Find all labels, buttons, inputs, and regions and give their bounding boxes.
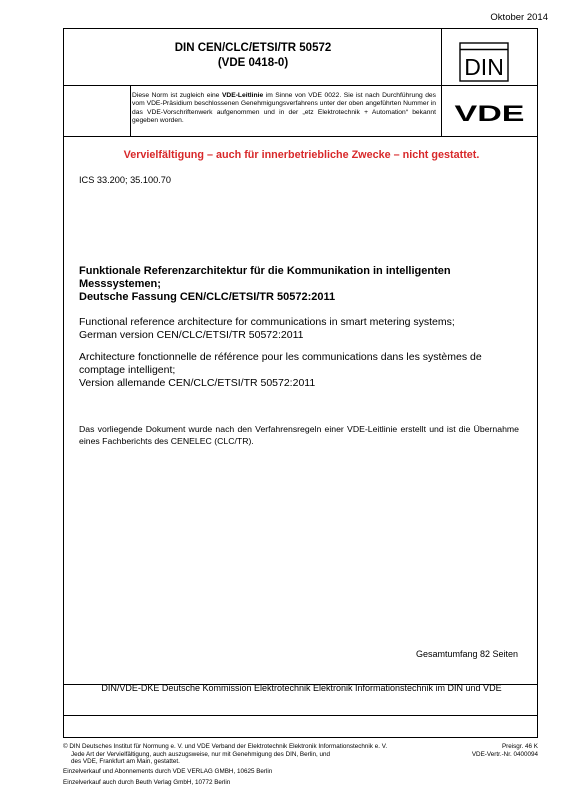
divider-line <box>441 29 442 136</box>
total-pages: Gesamtumfang 82 Seiten <box>415 649 518 659</box>
title-line: Functional reference architecture for communications in smart metering systems; <box>79 316 455 328</box>
french-title <box>79 351 529 390</box>
committee-line: DIN/VDE-DKE Deutsche Kommission Elektrotechnik Elektronik Informationstechnik im DIN und VDE <box>101 683 502 693</box>
note-text: Diese Norm ist zugleich eine <box>132 92 222 99</box>
divider-line <box>130 85 131 136</box>
title-line: Architecture fonctionnelle de référence pour les communications dans les systèmes de <box>79 351 482 363</box>
vde-guideline-note <box>132 92 436 126</box>
title-line: comptage intelligent; <box>79 364 176 376</box>
english-title <box>79 316 529 342</box>
din-logo-text: DIN <box>464 54 504 80</box>
price-group: Preisgr. 46 K <box>501 743 538 750</box>
order-number: VDE-Vertr.-Nr. 0400094 <box>471 750 538 758</box>
footer-line: des VDE, Frankfurt am Main, gestattet. <box>71 758 180 766</box>
vde-logo <box>452 103 527 123</box>
title-line: Messsystemen; <box>79 278 161 290</box>
title-line: Deutsche Fassung CEN/CLC/ETSI/TR 50572:2011 <box>79 291 336 303</box>
german-title <box>79 265 529 304</box>
sales-info: Einzelverkauf und Abonnements durch VDE VERLAG GMBH, 10625 Berlin <box>63 768 273 775</box>
din-logo <box>459 42 509 82</box>
footer-line: © DIN Deutsches Institut für Normung e. V. und VDE Verband der Elektrotechnik Elektronik Informationstechnik e. V. <box>63 743 388 750</box>
price-info <box>472 743 538 758</box>
note-text: im Sinne von VDE 0022. Sie ist nach Durchführung des vom VDE-Präsidium beschlossenen Genehmigungsverfahrens unter der oben angeführten Nummer in das VDE-Vorschriftenwerk aufgenommen und in der „etz Elektrotechnik + Automation“ bekannt gegeben worden. <box>132 92 436 125</box>
title-line: Version allemande CEN/CLC/ETSI/TR 50572:2011 <box>79 377 316 389</box>
ics-codes: ICS 33.200; 35.100.70 <box>79 175 171 185</box>
divider-line <box>64 85 537 86</box>
vde-classification: (VDE 0418-0) <box>217 57 289 69</box>
divider-line <box>64 136 537 137</box>
note-highlight: VDE-Leitlinie <box>221 92 264 99</box>
divider-line <box>64 715 537 716</box>
title-line: German version CEN/CLC/ETSI/TR 50572:2011 <box>79 329 304 341</box>
sales-info: Einzelverkauf auch durch Beuth Verlag GmbH, 10772 Berlin <box>63 779 231 786</box>
reproduction-warning: Vervielfältigung – auch für innerbetriebliche Zwecke – nicht gestattet. <box>123 149 480 161</box>
publication-date: Oktober 2014 <box>490 12 548 23</box>
copyright-notice <box>63 743 423 766</box>
title-line: Funktionale Referenzarchitektur für die Kommunikation in intelligenten <box>79 265 451 277</box>
vde-logo-text: VDE <box>454 103 525 123</box>
document-description: Das vorliegende Dokument wurde nach den Verfahrensregeln einer VDE-Leitlinie erstellt und ist die Übernahme eines Fachberichts des CENELEC (CLC/TR). <box>79 424 519 446</box>
document-number: DIN CEN/CLC/ETSI/TR 50572 <box>174 42 332 54</box>
footer-line: Jede Art der Vervielfältigung, auch auszugsweise, nur mit Genehmigung des DIN, Berlin, und <box>71 750 331 758</box>
